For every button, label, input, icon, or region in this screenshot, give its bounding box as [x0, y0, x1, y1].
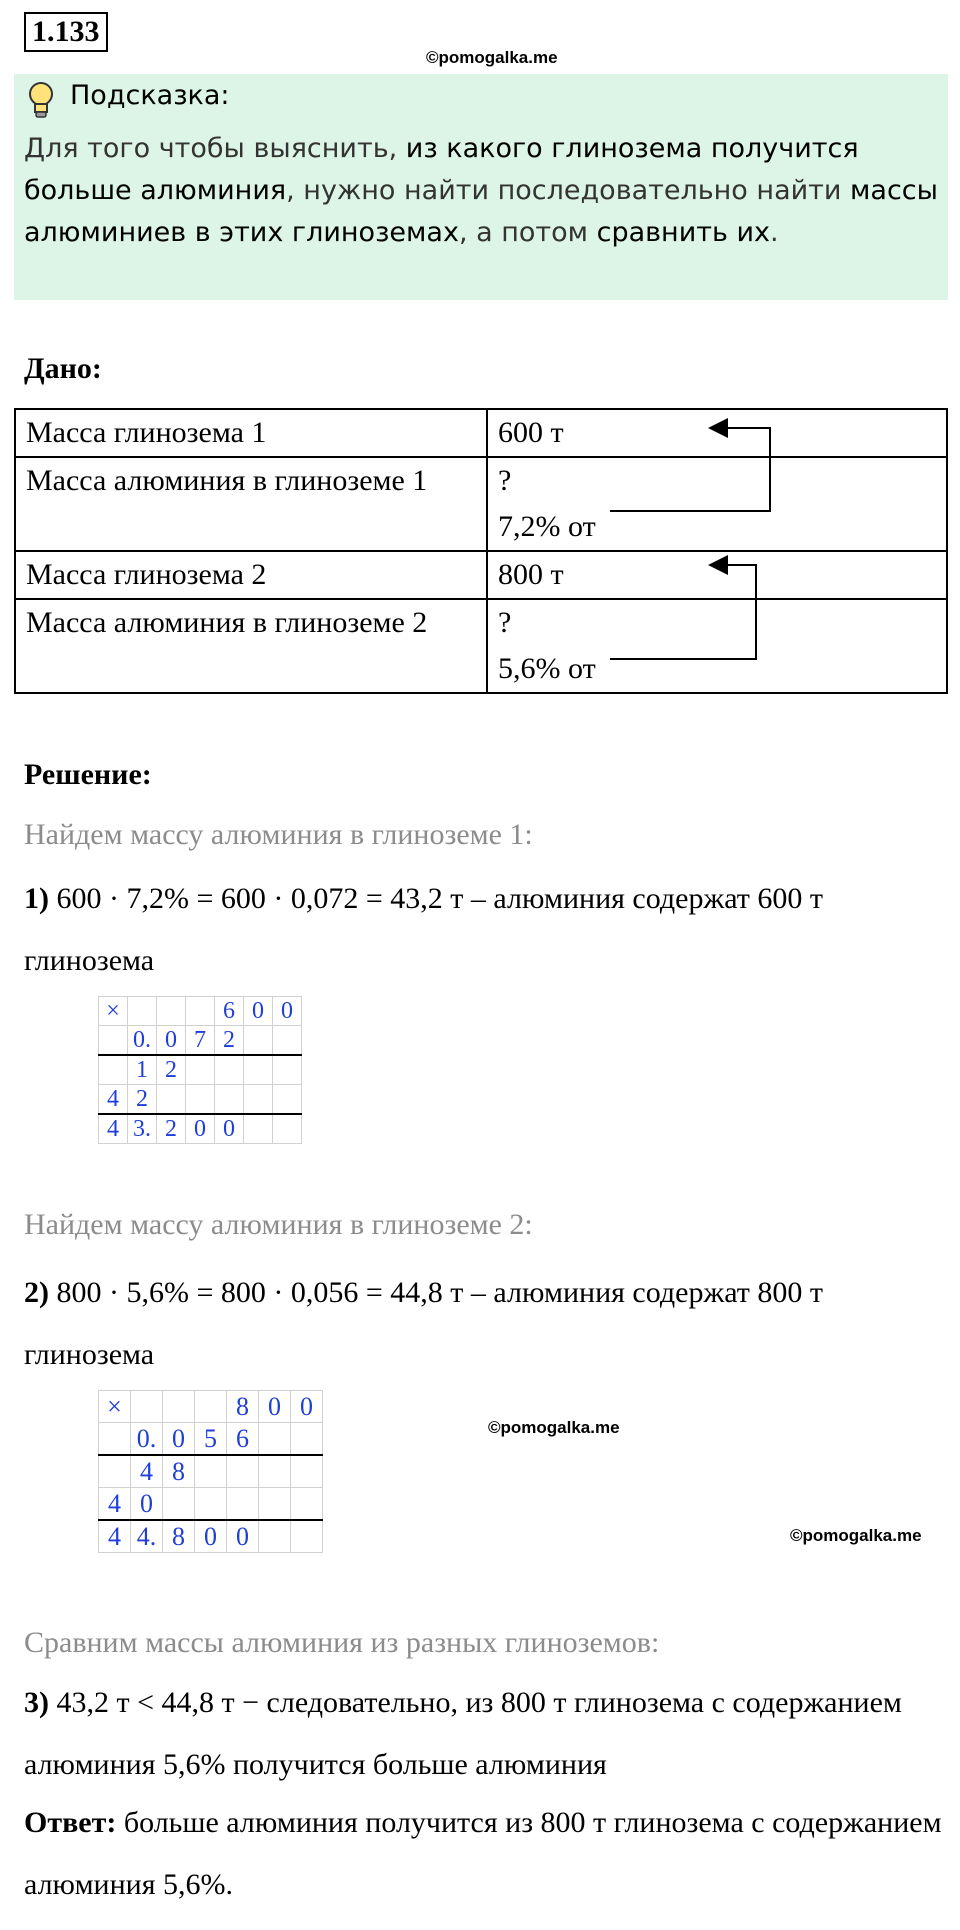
- given-label: Масса алюминия в глиноземе 1: [15, 457, 487, 551]
- mult-cell: 4: [131, 1455, 163, 1488]
- given-table: [14, 408, 948, 694]
- mult-cell: 0.: [128, 1026, 157, 1056]
- step1-intro: Найдем массу алюминия в глиноземе 1:: [24, 818, 533, 851]
- mult-row: [99, 1391, 323, 1423]
- hint-segment-emphasis: сравнить их: [596, 217, 770, 248]
- given-value: 600 т: [487, 409, 947, 457]
- mult-cell: 0: [259, 1391, 291, 1423]
- mult-row: [99, 1085, 302, 1115]
- given-value: 800 т: [487, 551, 947, 599]
- mult-cell: 4: [99, 1114, 128, 1144]
- step3-text: [24, 1672, 944, 1796]
- given-label: Масса глинозема 1: [15, 409, 487, 457]
- mult-cell: 6: [227, 1423, 259, 1456]
- mult-cell: [259, 1520, 291, 1553]
- multiplication-1: [98, 996, 302, 1144]
- mult-cell: [195, 1391, 227, 1423]
- mult-cell: [99, 1423, 131, 1456]
- mult-cell: 5: [195, 1423, 227, 1456]
- mult-cell: [259, 1455, 291, 1488]
- answer: [24, 1792, 944, 1916]
- watermark: ©pomogalka.me: [790, 1526, 922, 1545]
- given-heading: Дано:: [24, 352, 102, 385]
- mult-cell: [186, 1085, 215, 1115]
- mult-cell: 0: [244, 997, 273, 1026]
- mult-cell: [291, 1520, 323, 1553]
- mult-cell: [244, 1114, 273, 1144]
- hint-text: [24, 128, 944, 254]
- mult-cell: [291, 1488, 323, 1521]
- step2-number: 2): [24, 1276, 49, 1309]
- mult-cell: 8: [163, 1455, 195, 1488]
- step3-intro: Сравним массы алюминия из разных глиноземов:: [24, 1626, 660, 1659]
- lightbulb-icon: [24, 80, 58, 120]
- mult-cell: [244, 1026, 273, 1056]
- step1-number: 1): [24, 882, 49, 915]
- step3-number: 3): [24, 1686, 49, 1719]
- mult-cell: 6: [215, 997, 244, 1026]
- given-label: Масса глинозема 2: [15, 551, 487, 599]
- mult-cell: [157, 997, 186, 1026]
- mult-cell: [215, 1085, 244, 1115]
- step2-formula: 800 · 5,6% = 800 · 0,056 = 44,8 т – алюминия содержат 800 т глинозема: [24, 1276, 823, 1371]
- mult-cell: [99, 1026, 128, 1056]
- given-value: ? 7,2% от: [487, 457, 947, 551]
- mult-row: [99, 1026, 302, 1056]
- mult-cell: [186, 1055, 215, 1085]
- watermark: ©pomogalka.me: [426, 48, 558, 67]
- mult-cell: 0: [273, 997, 302, 1026]
- mult-cell: [99, 1455, 131, 1488]
- mult-cell: [273, 1055, 302, 1085]
- mult-cell: 0: [215, 1114, 244, 1144]
- mult-cell: 3.: [128, 1114, 157, 1144]
- mult-cell: 7: [186, 1026, 215, 1056]
- mult-cell: [291, 1455, 323, 1488]
- mult-cell: 4: [99, 1085, 128, 1115]
- mult-cell: [291, 1423, 323, 1456]
- mult-cell: ×: [99, 1391, 131, 1423]
- mult-cell: [244, 1085, 273, 1115]
- mult-row: [99, 1455, 323, 1488]
- mult-cell: [273, 1026, 302, 1056]
- mult-cell: 8: [227, 1391, 259, 1423]
- hint-segment-emphasis: из какого глинозема получится больше алюминия: [24, 133, 859, 206]
- mult-cell: 2: [157, 1114, 186, 1144]
- mult-row: [99, 1488, 323, 1521]
- hint-segment: , нужно найти последовательно найти: [286, 175, 851, 206]
- mult-cell: [273, 1085, 302, 1115]
- mult-cell: 8: [163, 1520, 195, 1553]
- given-label: Масса алюминия в глиноземе 2: [15, 599, 487, 693]
- mult-cell: 0: [186, 1114, 215, 1144]
- step2-text: [24, 1262, 944, 1386]
- mult-cell: [195, 1488, 227, 1521]
- answer-label: Ответ:: [24, 1806, 117, 1839]
- mult-cell: [128, 997, 157, 1026]
- mult-cell: 2: [157, 1055, 186, 1085]
- mult-cell: [227, 1488, 259, 1521]
- mult-cell: [259, 1488, 291, 1521]
- step1-text: [24, 868, 944, 992]
- mult-cell: 0: [227, 1520, 259, 1553]
- mult-cell: 2: [128, 1085, 157, 1115]
- mult-cell: [157, 1085, 186, 1115]
- watermark: ©pomogalka.me: [488, 1418, 620, 1437]
- mult-cell: [273, 1114, 302, 1144]
- table-row: [15, 409, 947, 457]
- mult-cell: [163, 1391, 195, 1423]
- solution-heading: Решение:: [24, 758, 152, 791]
- mult-cell: [131, 1391, 163, 1423]
- mult-row: [99, 997, 302, 1026]
- mult-cell: 0: [195, 1520, 227, 1553]
- hint-segment: , а потом: [458, 217, 597, 248]
- mult-cell: 0: [291, 1391, 323, 1423]
- mult-cell: [244, 1055, 273, 1085]
- hint-segment: .: [770, 217, 779, 248]
- answer-text: больше алюминия получится из 800 т глинозема с содержанием алюминия 5,6%.: [24, 1806, 942, 1901]
- multiplication-2: [98, 1390, 323, 1553]
- problem-number: 1.133: [24, 12, 108, 52]
- mult-cell: [215, 1055, 244, 1085]
- step2-intro: Найдем массу алюминия в глиноземе 2:: [24, 1208, 533, 1241]
- hint-segment-emphasis: массы алюминиев в этих глиноземах: [24, 175, 938, 248]
- table-row: [15, 457, 947, 551]
- mult-cell: 4: [99, 1520, 131, 1553]
- table-row: [15, 599, 947, 693]
- mult-row: [99, 1423, 323, 1456]
- step3-formula: 43,2 т < 44,8 т − следовательно, из 800 т глинозема с содержанием алюминия 5,6% получится больше алюминия: [24, 1686, 902, 1781]
- table-row: [15, 551, 947, 599]
- mult-cell: 0.: [131, 1423, 163, 1456]
- mult-cell: 0: [131, 1488, 163, 1521]
- hint-title: Подсказка:: [70, 80, 230, 111]
- hint-segment: Для того чтобы выяснить,: [24, 133, 406, 164]
- mult-cell: [195, 1455, 227, 1488]
- mult-cell: 0: [163, 1423, 195, 1456]
- mult-cell: [186, 997, 215, 1026]
- mult-cell: 4: [99, 1488, 131, 1521]
- mult-row: [99, 1520, 323, 1553]
- mult-row: [99, 1114, 302, 1144]
- step1-formula: 600 · 7,2% = 600 · 0,072 = 43,2 т – алюминия содержат 600 т глинозема: [24, 882, 823, 977]
- mult-cell: [259, 1423, 291, 1456]
- mult-cell: [99, 1055, 128, 1085]
- mult-cell: 4.: [131, 1520, 163, 1553]
- mult-cell: [163, 1488, 195, 1521]
- mult-cell: 2: [215, 1026, 244, 1056]
- mult-cell: 1: [128, 1055, 157, 1085]
- mult-cell: [227, 1455, 259, 1488]
- given-value: ? 5,6% от: [487, 599, 947, 693]
- mult-row: [99, 1055, 302, 1085]
- mult-cell: ×: [99, 997, 128, 1026]
- mult-cell: 0: [157, 1026, 186, 1056]
